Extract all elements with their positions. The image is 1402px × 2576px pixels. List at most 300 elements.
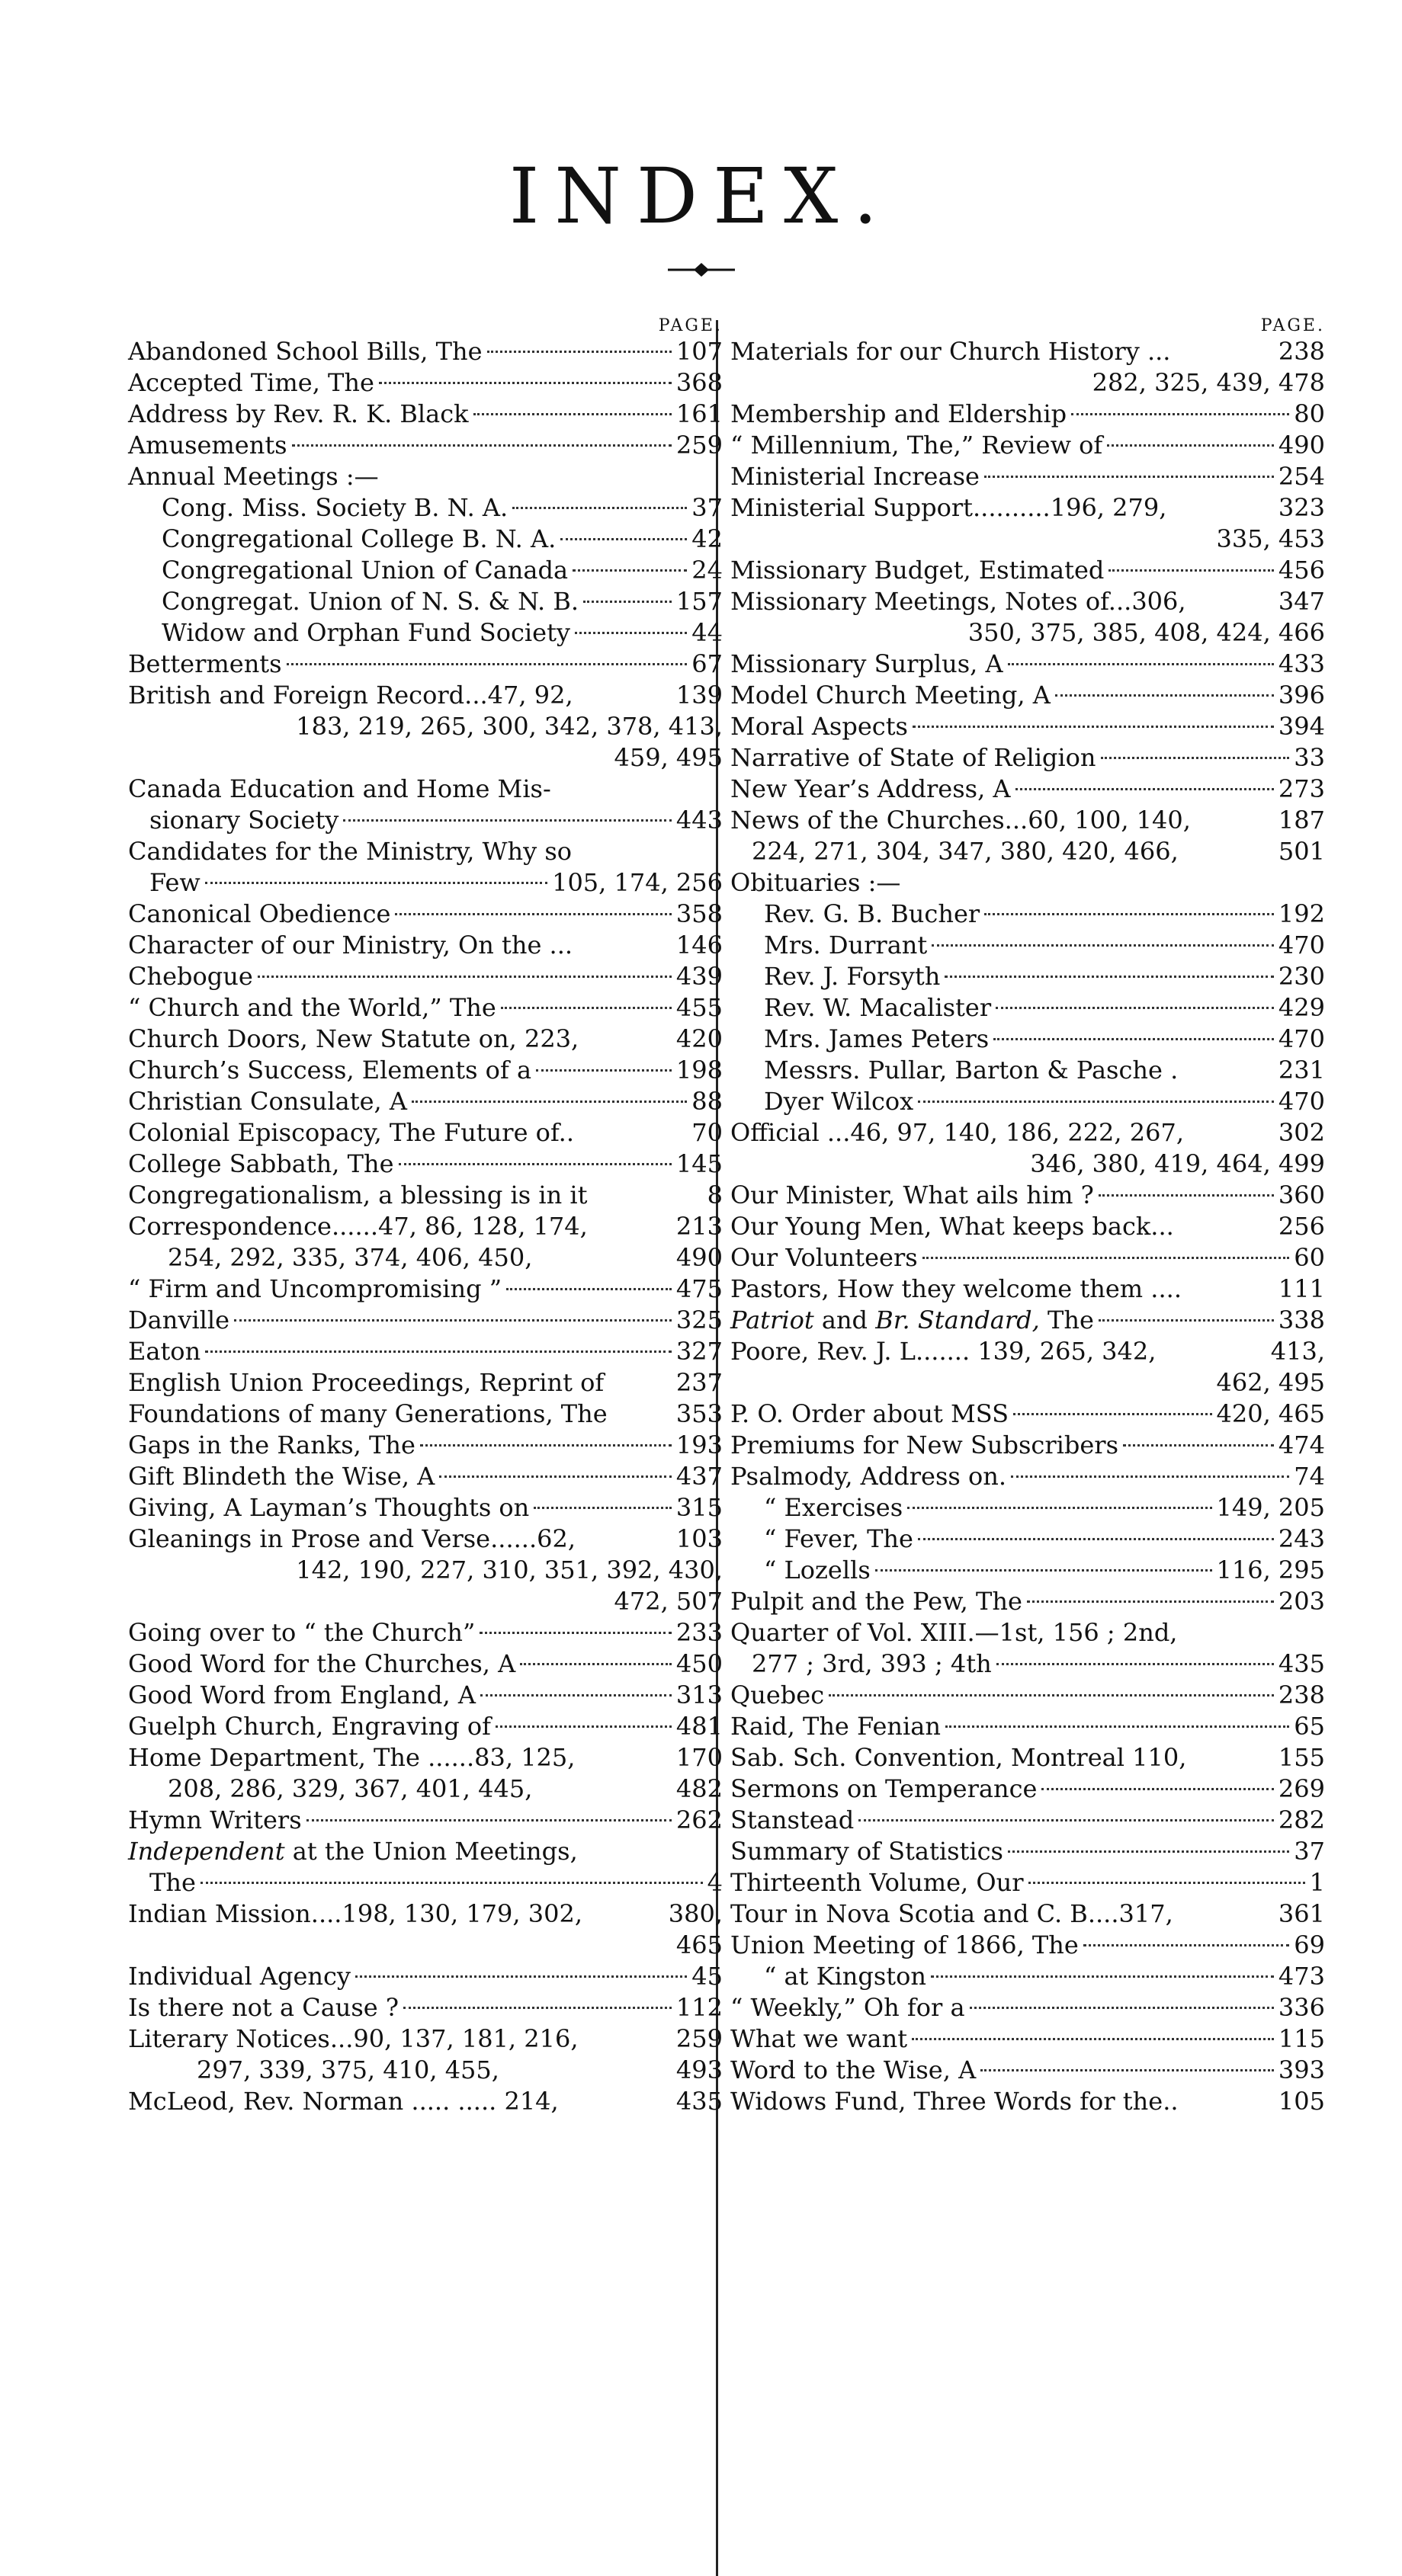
dot-leader xyxy=(1028,1882,1305,1884)
entry-text: Widow and Orphan Fund Society xyxy=(162,618,570,647)
index-entry xyxy=(730,1024,1325,1055)
entry-page-number: 493 xyxy=(675,2055,723,2084)
entry-page-number: 107 xyxy=(675,337,723,366)
dot-leader xyxy=(1027,1600,1274,1603)
dot-leader xyxy=(1099,1319,1274,1322)
index-entry xyxy=(730,867,1325,899)
entry-page-number: 24 xyxy=(691,556,723,585)
index-entry xyxy=(128,805,723,836)
index-entry xyxy=(128,367,723,399)
index-entry xyxy=(730,2023,1325,2055)
entry-text: “ Fever, The xyxy=(764,1524,913,1553)
entry-text: Independent at the Union Meetings, xyxy=(128,1837,578,1866)
entry-page-number: 170 xyxy=(675,1743,723,1772)
entry-text: Individual Agency xyxy=(128,1962,351,1991)
entry-page-number: 238 xyxy=(1278,337,1325,366)
index-entry xyxy=(730,742,1325,774)
entry-text: 465 xyxy=(675,1930,723,1959)
index-entry xyxy=(730,617,1325,649)
entry-page-number: 450 xyxy=(675,1649,723,1678)
dot-leader xyxy=(913,726,1274,728)
dot-leader xyxy=(583,601,672,603)
index-entry xyxy=(730,899,1325,930)
entry-page-number: 238 xyxy=(1278,1680,1325,1709)
dot-leader xyxy=(996,1007,1274,1009)
dot-leader xyxy=(1107,444,1274,447)
entry-page-number: 358 xyxy=(675,899,723,928)
index-entry xyxy=(730,774,1325,805)
dot-leader xyxy=(984,913,1274,915)
entry-page-number: 336 xyxy=(1278,1993,1325,2022)
entry-text: Gift Blindeth the Wise, A xyxy=(128,1462,435,1491)
entry-text: Quebec xyxy=(730,1680,825,1709)
entry-text: Pulpit and the Pew, The xyxy=(730,1587,1022,1616)
entry-page-number: 315 xyxy=(675,1493,723,1522)
entry-page-number: 282 xyxy=(1278,1805,1325,1834)
entry-page-number: 338 xyxy=(1278,1306,1325,1334)
page-column-heading-right: PAGE. xyxy=(1260,316,1325,335)
entry-text: Church Doors, New Statute on, 223, xyxy=(128,1024,579,1053)
entry-text: Dyer Wilcox xyxy=(764,1087,914,1116)
entry-page-number: 456 xyxy=(1278,556,1325,585)
dot-leader xyxy=(1108,569,1274,572)
entry-page-number: 259 xyxy=(675,2024,723,2053)
entry-page-number: 420, 465 xyxy=(1216,1399,1325,1428)
dot-leader xyxy=(573,569,687,572)
dot-leader xyxy=(501,1007,672,1009)
dot-leader xyxy=(907,1507,1211,1509)
entry-page-number: 70 xyxy=(691,1118,723,1147)
dot-leader xyxy=(412,1101,687,1103)
entry-text: News of the Churches...60, 100, 140, xyxy=(730,806,1191,835)
dot-leader xyxy=(1008,1850,1289,1853)
entry-text: Our Minister, What ails him ? xyxy=(730,1181,1094,1210)
index-entry xyxy=(730,430,1325,461)
entry-text: Rev. W. Macalister xyxy=(764,993,992,1022)
entry-text: Good Word for the Churches, A xyxy=(128,1649,516,1678)
entry-text: McLeod, Rev. Norman ..... ..... 214, xyxy=(128,2087,559,2116)
entry-text: Missionary Budget, Estimated xyxy=(730,556,1105,585)
index-entry xyxy=(730,1055,1325,1086)
entry-page-number: 155 xyxy=(1278,1743,1325,1772)
entry-page-number: 67 xyxy=(691,649,723,678)
index-entry xyxy=(730,1461,1325,1492)
entry-text: Correspondence......47, 86, 128, 174, xyxy=(128,1212,588,1241)
dot-leader xyxy=(480,1632,672,1634)
ornament-divider xyxy=(665,261,738,279)
entry-text: 142, 190, 227, 310, 351, 392, 430, xyxy=(296,1556,723,1584)
entry-text: Moral Aspects xyxy=(730,712,908,741)
entry-page-number: 396 xyxy=(1278,681,1325,710)
entry-page-number: 501 xyxy=(1278,837,1325,866)
entry-page-number: 474 xyxy=(1278,1431,1325,1459)
index-entry xyxy=(128,1711,723,1742)
index-entry xyxy=(128,1992,723,2023)
entry-page-number: 139 xyxy=(675,681,723,710)
entry-page-number: 65 xyxy=(1294,1712,1325,1741)
dot-leader xyxy=(496,1725,672,1728)
entry-text: Narrative of State of Religion xyxy=(730,743,1096,772)
page-column-heading: PAGE. xyxy=(658,316,723,335)
index-entry xyxy=(730,1742,1325,1773)
index-entry xyxy=(730,1149,1325,1180)
entry-page-number: 193 xyxy=(675,1431,723,1459)
entry-text: 472, 507 xyxy=(614,1587,723,1616)
entry-page-number: 482 xyxy=(675,1774,723,1803)
entry-text: Home Department, The ......83, 125, xyxy=(128,1743,576,1772)
index-entry xyxy=(730,805,1325,836)
entry-page-number: 394 xyxy=(1278,712,1325,741)
dot-leader xyxy=(931,1975,1274,1978)
entry-text: 346, 380, 419, 464, 499 xyxy=(1030,1149,1325,1178)
entry-page-number: 368 xyxy=(675,368,723,397)
index-entry xyxy=(128,711,723,742)
entry-text: Word to the Wise, A xyxy=(730,2055,977,2084)
entry-page-number: 231 xyxy=(1278,1056,1325,1085)
entry-page-number: 323 xyxy=(1278,493,1325,522)
index-entry xyxy=(730,1805,1325,1836)
index-entry xyxy=(730,1555,1325,1586)
entry-page-number: 439 xyxy=(675,962,723,991)
index-entry xyxy=(128,1024,723,1055)
dot-leader xyxy=(1099,1194,1274,1197)
entry-text: 462, 495 xyxy=(1216,1368,1325,1397)
dot-leader xyxy=(355,1975,687,1978)
index-entry xyxy=(730,524,1325,555)
index-entry xyxy=(128,649,723,680)
entry-text: Sab. Sch. Convention, Montreal 110, xyxy=(730,1743,1187,1772)
entry-text: Our Volunteers xyxy=(730,1243,918,1272)
dot-leader xyxy=(205,882,547,884)
entry-text: Pastors, How they welcome them .... xyxy=(730,1274,1182,1303)
entry-text: Indian Mission....198, 130, 179, 302, xyxy=(128,1899,582,1928)
index-entry xyxy=(730,1492,1325,1523)
entry-text: Poore, Rev. J. L....... 139, 265, 342, xyxy=(730,1337,1157,1366)
dot-leader xyxy=(918,1538,1274,1540)
entry-text: Psalmody, Address on. xyxy=(730,1462,1007,1491)
entry-text: 277 ; 3rd, 393 ; 4th xyxy=(752,1649,992,1678)
entry-text: Giving, A Layman’s Thoughts on xyxy=(128,1493,530,1522)
entry-page-number: 380, xyxy=(668,1899,723,1928)
index-entry xyxy=(128,399,723,430)
entry-text: Mrs. Durrant xyxy=(764,931,928,960)
entry-page-number: 69 xyxy=(1294,1930,1325,1959)
index-entry xyxy=(128,899,723,930)
entry-text: Model Church Meeting, A xyxy=(730,681,1051,710)
entry-text: The xyxy=(149,1868,196,1897)
index-entry xyxy=(128,2055,723,2086)
entry-text: What we want xyxy=(730,2024,908,2053)
entry-text: Materials for our Church History ... xyxy=(730,337,1171,366)
entry-text: Union Meeting of 1866, The xyxy=(730,1930,1079,1959)
index-entry xyxy=(730,1305,1325,1336)
dot-leader xyxy=(1083,1944,1289,1946)
entry-text: 208, 286, 329, 367, 401, 445, xyxy=(168,1774,533,1803)
entry-page-number: 327 xyxy=(675,1337,723,1366)
dot-leader xyxy=(984,476,1274,478)
entry-page-number: 325 xyxy=(675,1306,723,1334)
entry-page-number: 262 xyxy=(675,1805,723,1834)
entry-page-number: 420 xyxy=(675,1024,723,1053)
dot-leader xyxy=(258,976,672,978)
entry-text: Congregat. Union of N. S. & N. B. xyxy=(162,587,579,616)
index-entry xyxy=(730,1399,1325,1430)
entry-page-number: 103 xyxy=(675,1524,723,1553)
entry-text: 335, 453 xyxy=(1216,524,1325,553)
entry-page-number: 443 xyxy=(675,806,723,835)
right-column xyxy=(730,316,1325,2117)
index-entry xyxy=(730,555,1325,586)
index-entry xyxy=(128,1399,723,1430)
entry-text: Obituaries :— xyxy=(730,868,901,897)
entry-page-number: 237 xyxy=(675,1368,723,1397)
dot-leader xyxy=(306,1819,672,1821)
entry-page-number: 37 xyxy=(1294,1837,1325,1866)
dot-leader xyxy=(912,2038,1274,2040)
entry-page-number: 37 xyxy=(691,493,723,522)
index-entry xyxy=(730,367,1325,399)
entry-text: Going over to “ the Church” xyxy=(128,1618,476,1647)
index-entry xyxy=(128,836,723,867)
dot-leader xyxy=(480,1694,672,1697)
entry-text: Literary Notices...90, 137, 181, 216, xyxy=(128,2024,579,2053)
entry-text: Cong. Miss. Society B. N. A. xyxy=(162,493,509,522)
entry-text: College Sabbath, The xyxy=(128,1149,394,1178)
entry-text: Quarter of Vol. XIII.—1st, 156 ; 2nd, xyxy=(730,1618,1178,1647)
entry-page-number: 198 xyxy=(675,1056,723,1085)
entry-text: English Union Proceedings, Reprint of xyxy=(128,1368,605,1397)
index-entry xyxy=(730,930,1325,961)
index-entry xyxy=(128,2023,723,2055)
index-entry xyxy=(730,1367,1325,1399)
entry-text: Thirteenth Volume, Our xyxy=(730,1868,1024,1897)
dot-leader xyxy=(379,382,672,384)
index-entry xyxy=(128,930,723,961)
entry-text: Accepted Time, The xyxy=(128,368,374,397)
entry-page-number: 42 xyxy=(691,524,723,553)
entry-page-number: 360 xyxy=(1278,1181,1325,1210)
entry-page-number: 259 xyxy=(675,431,723,460)
entry-text: “ Exercises xyxy=(764,1493,903,1522)
entry-page-number: 490 xyxy=(675,1243,723,1272)
entry-text: Messrs. Pullar, Barton & Pasche . xyxy=(764,1056,1179,1085)
entry-page-number: 1 xyxy=(1309,1868,1325,1897)
index-entry xyxy=(128,1461,723,1492)
index-entry xyxy=(128,961,723,992)
dot-leader xyxy=(536,1069,672,1072)
entry-text: Chebogue xyxy=(128,962,253,991)
entry-page-number: 203 xyxy=(1278,1587,1325,1616)
entry-text: Mrs. James Peters xyxy=(764,1024,990,1053)
entry-text: “ Weekly,” Oh for a xyxy=(730,1993,965,2022)
right-entries xyxy=(730,336,1325,2117)
entry-page-number: 157 xyxy=(675,587,723,616)
index-entry xyxy=(128,867,723,899)
index-entry xyxy=(730,492,1325,524)
index-entry xyxy=(730,586,1325,617)
entry-page-number: 8 xyxy=(707,1181,723,1210)
entry-text: Canada Education and Home Mis- xyxy=(128,774,551,803)
dot-leader xyxy=(945,976,1274,978)
entry-page-number: 105, 174, 256 xyxy=(552,868,723,897)
index-entry xyxy=(128,774,723,805)
dot-leader xyxy=(932,944,1274,947)
entry-page-number: 60 xyxy=(1294,1243,1325,1272)
entry-text: Danville xyxy=(128,1306,230,1334)
index-entry xyxy=(730,1242,1325,1274)
entry-text: P. O. Order about MSS xyxy=(730,1399,1009,1428)
index-entry xyxy=(128,1961,723,1992)
entry-text: 254, 292, 335, 374, 406, 450, xyxy=(168,1243,533,1272)
index-entry xyxy=(128,1898,723,1930)
entry-text: Stanstead xyxy=(730,1805,855,1834)
entry-page-number: 435 xyxy=(675,2087,723,2116)
index-entry xyxy=(730,1773,1325,1805)
index-entry xyxy=(730,680,1325,711)
entry-page-number: 470 xyxy=(1278,1024,1325,1053)
entry-text: Candidates for the Ministry, Why so xyxy=(128,837,573,866)
index-entry xyxy=(730,1930,1325,1961)
dot-leader xyxy=(287,663,688,665)
dot-leader xyxy=(292,444,672,447)
dot-leader xyxy=(520,1663,672,1665)
entry-text: Tour in Nova Scotia and C. B....317, xyxy=(730,1899,1173,1928)
entry-text: 282, 325, 439, 478 xyxy=(1092,368,1325,397)
index-entry xyxy=(730,1180,1325,1211)
index-entry xyxy=(128,1086,723,1117)
entry-text: Is there not a Cause ? xyxy=(128,1993,399,2022)
index-entry xyxy=(730,836,1325,867)
entry-page-number: 4 xyxy=(707,1868,723,1897)
index-entry xyxy=(128,555,723,586)
entry-text: Eaton xyxy=(128,1337,201,1366)
dot-leader xyxy=(1123,1444,1274,1447)
entry-text: Congregational College B. N. A. xyxy=(162,524,557,553)
entry-text: New Year’s Address, A xyxy=(730,774,1011,803)
index-entry xyxy=(128,1523,723,1555)
entry-text: Colonial Episcopacy, The Future of.. xyxy=(128,1118,574,1147)
index-entry xyxy=(128,1430,723,1461)
dot-leader xyxy=(420,1444,672,1447)
entry-text: Membership and Eldership xyxy=(730,399,1067,428)
entry-page-number: 192 xyxy=(1278,899,1325,928)
dot-leader xyxy=(234,1319,672,1322)
dot-leader xyxy=(403,2007,672,2009)
entry-page-number: 230 xyxy=(1278,962,1325,991)
dot-leader xyxy=(945,1725,1289,1728)
dot-leader xyxy=(1013,1413,1211,1415)
entry-page-number: 88 xyxy=(691,1087,723,1116)
index-entry xyxy=(730,1211,1325,1242)
entry-page-number: 455 xyxy=(675,993,723,1022)
dot-leader xyxy=(1071,413,1289,415)
dot-leader xyxy=(918,1101,1274,1103)
entry-page-number: 437 xyxy=(675,1462,723,1491)
entry-page-number: 475 xyxy=(675,1274,723,1303)
dot-leader xyxy=(829,1694,1274,1697)
dot-leader xyxy=(922,1257,1290,1259)
entry-page-number: 256 xyxy=(1278,1212,1325,1241)
entry-text: Amusements xyxy=(128,431,287,460)
entry-page-number: 490 xyxy=(1278,431,1325,460)
entry-page-number: 74 xyxy=(1294,1462,1325,1491)
dot-leader xyxy=(980,2069,1274,2071)
entry-text: 459, 495 xyxy=(614,743,723,772)
index-entry xyxy=(128,617,723,649)
index-entry xyxy=(128,992,723,1024)
entry-page-number: 353 xyxy=(675,1399,723,1428)
index-entry xyxy=(128,1555,723,1586)
dot-leader xyxy=(1011,1475,1289,1478)
entry-text: “ Firm and Uncompromising ” xyxy=(128,1274,502,1303)
index-entry xyxy=(730,961,1325,992)
entry-page-number: 111 xyxy=(1278,1274,1325,1303)
entry-text: 297, 339, 375, 410, 455, xyxy=(197,2055,499,2084)
dot-leader xyxy=(534,1507,672,1509)
index-entry xyxy=(128,1149,723,1180)
index-entry xyxy=(730,1992,1325,2023)
entry-page-number: 213 xyxy=(675,1212,723,1241)
index-entry xyxy=(730,1117,1325,1149)
index-entry xyxy=(128,1117,723,1149)
dot-leader xyxy=(399,1163,672,1165)
entry-text: Missionary Meetings, Notes of...306, xyxy=(730,587,1186,616)
index-entry xyxy=(128,586,723,617)
entry-page-number: 393 xyxy=(1278,2055,1325,2084)
entry-page-number: 45 xyxy=(691,1962,723,1991)
entry-page-number: 105 xyxy=(1278,2087,1325,2116)
entry-page-number: 347 xyxy=(1278,587,1325,616)
entry-text: Guelph Church, Engraving of xyxy=(128,1712,491,1741)
entry-text: Missionary Surplus, A xyxy=(730,649,1003,678)
index-entry xyxy=(730,1336,1325,1367)
index-entry xyxy=(730,711,1325,742)
entry-text: Official ...46, 97, 140, 186, 222, 267, xyxy=(730,1118,1184,1147)
entry-text: Church’s Success, Elements of a xyxy=(128,1056,532,1085)
index-entry xyxy=(128,430,723,461)
entry-page-number: 429 xyxy=(1278,993,1325,1022)
entry-page-number: 473 xyxy=(1278,1962,1325,1991)
entry-page-number: 80 xyxy=(1294,399,1325,428)
dot-leader xyxy=(487,351,672,353)
dot-leader xyxy=(395,913,671,915)
entry-page-number: 470 xyxy=(1278,931,1325,960)
entry-page-number: 433 xyxy=(1278,649,1325,678)
index-entry xyxy=(128,742,723,774)
index-entry xyxy=(730,1680,1325,1711)
entry-text: Canonical Obedience xyxy=(128,899,391,928)
dot-leader xyxy=(575,632,687,634)
left-entries xyxy=(128,336,723,2117)
index-entry xyxy=(730,1617,1325,1648)
entry-page-number: 116, 295 xyxy=(1216,1556,1325,1584)
entry-text: Widows Fund, Three Words for the.. xyxy=(730,2087,1179,2116)
index-entry xyxy=(730,2086,1325,2117)
index-entry xyxy=(128,1242,723,1274)
index-entry xyxy=(128,1648,723,1680)
index-entry xyxy=(128,1336,723,1367)
index-entry xyxy=(128,461,723,492)
index-entry xyxy=(128,1773,723,1805)
entry-text: “ at Kingston xyxy=(764,1962,927,1991)
index-entry xyxy=(730,1836,1325,1867)
entry-text: Congregational Union of Canada xyxy=(162,556,569,585)
index-entry xyxy=(730,1711,1325,1742)
entry-text: Annual Meetings :— xyxy=(128,462,379,491)
entry-text: Good Word from England, A xyxy=(128,1680,476,1709)
dot-leader xyxy=(875,1569,1212,1572)
index-entry xyxy=(128,336,723,367)
